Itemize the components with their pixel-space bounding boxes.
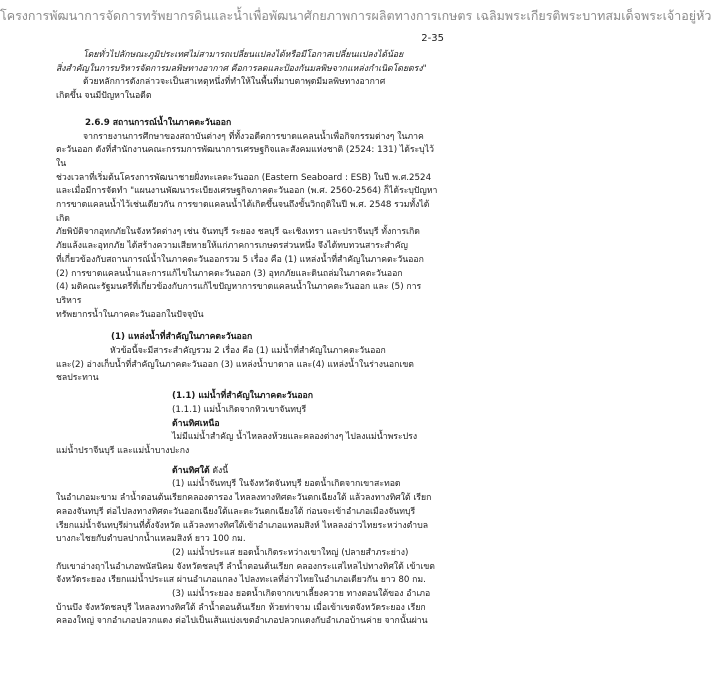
south-paragraph-1 [56, 478, 439, 547]
south-paragraph-3 [56, 588, 439, 629]
text-line: ไม่มีแม่น้ำสำคัญ น้ำไหลลงห้วยและคลองต่างๆ ไปลงแม่น้ำพระปรง [172, 432, 418, 443]
north-heading: ด้านทิศเหนือ [172, 418, 220, 429]
text-line: จังหวัดระยอง เรียกแม่น้ำประแส ผ่านอำเภอแกลง ไปลงทะเลที่อ่าวไทยในอำเภอเดียวกัน ยาว 80 กม. [56, 575, 426, 586]
intro-italic [56, 49, 439, 104]
text-line: (3) แม่น้ำระยอง ยอดน้ำเกิดจากเขาเลี้ยงควาย ทางตอนใต้ของ อำเภอ [172, 589, 431, 600]
text-line: จากรายงานการศึกษาของสถาบันต่างๆ ที่ทั้งวอดีตการขาดแคลนน้ำเพื่อกิจกรรมต่างๆ ในภาค [83, 131, 424, 142]
text-line: ทรัพยากรน้ำในภาคตะวันออกในปัจจุบัน [56, 309, 204, 320]
body-text [56, 49, 439, 629]
text-line: (2) การขาดแคลนน้ำและการแก้ไขในภาคตะวันออก (3) อุทกภัยและดินถล่มในภาคตะวันออก [56, 268, 403, 279]
text-line: หัวข้อนี้จะมีสาระสำคัญรวม 2 เรื่อง คือ (1) แม่น้ำที่สำคัญในภาคตะวันออก [110, 346, 386, 357]
section-heading: 2.6.9 สถานการณ์น้ำในภาคตะวันออก [85, 117, 232, 128]
subsection-paragraph [56, 345, 439, 386]
south-heading: ด้านทิศใต้ [172, 465, 210, 476]
text-line: บ้านบึง จังหวัดชลบุรี ไหลลงทางทิศใต้ ลำน้ำตอนต้นเรียก ห้วยท่าจาม เมื่อเข้าเขตจังหวัดระยอง เรียก [56, 602, 426, 613]
text-line: (4) มติคณะรัฐมนตรีที่เกี่ยวข้องกับการแก้ไขปัญหาการขาดแคลนน้ำในภาคตะวันออก และ (5) การบริหาร [56, 282, 422, 306]
text-line: ด้วยหลักการดังกล่าวจะเป็นสาเหตุหนึ่งที่ทำให้ในพื้นที่มาบตาพุดมีมลพิษทางอากาศ [83, 77, 386, 88]
text-line: (1) แม่น้ำจันทบุรี ในจังหวัดจันทบุรี ยอดน้ำเกิดจากเขาสะทอด [172, 479, 401, 490]
text-line: แม่น้ำปราจีนบุรี และแม่น้ำบางปะกง [56, 445, 190, 456]
text-line: การขาดแคลนน้ำไว้เช่นเดียวกัน การขาดแคลนน้ำได้เกิดขึ้นจนถึงขั้นวิกฤติในปี พ.ศ. 2548 รวมทั้งได้เกิด [56, 200, 430, 224]
running-header: โครงการพัฒนาการจัดการทรัพยากรดินและน้ำเพื่อพัฒนาศักยภาพการผลิตทางการเกษตร เฉลิมพระเกียรติพระบาทสมเด็จพระเจ้าอยู่หัว [0, 8, 711, 23]
text-line: คลองจันทบุรี ต่อไปลงทางทิศตะวันออกเฉียงใต้และตะวันตกเฉียงใต้ ก่อนจะเข้าอำเภอเมืองจันทบุรี [56, 506, 416, 517]
text-line: กับเขาอ่างฤาไนอำเภอพนัสนิคม จังหวัดชลบุรี ลำน้ำตอนต้นเรียก คลองกระแสไหลไปทางทิศใต้ เข้าเขต [56, 561, 435, 572]
text-line: (2) แม่น้ำประแส ยอดน้ำเกิดระหว่างเขาใหญ่ (ปลายสำภระย่าง) [172, 547, 409, 558]
subsubsection-heading: (1.1) แม่น้ำที่สำคัญในภาคตะวันออก [172, 391, 314, 402]
text-line: ในอำเภอมะขาม ลำน้ำตอนต้นเรียกคลองตารอง ไหลลงทางทิศตะวันตกเฉียงใต้ แล้วลงทางทิศใต้ เรียก [56, 493, 432, 504]
text-line: โดยทั่วไปลักษณะภูมิประเทศไม่สามารถเปลี่ยนแปลงได้หรือมีโอกาสเปลี่ยนแปลงได้น้อย [83, 50, 404, 60]
text-line: ช่วงเวลาที่เริ่มต้นโครงการพัฒนาชายฝั่งทะเลตะวันออก (Eastern Seaboard : ESB) ในปี พ.ศ.2524 [56, 172, 432, 183]
text-line: สิ่งสำคัญในการบริหารจัดการมลพิษทางอากาศ คือการลดและป้องกันมลพิษจากแหล่งกำเนิดโดยตรง" [56, 63, 427, 74]
subsection-heading: (1) แหล่งน้ำที่สำคัญในภาคตะวันออก [111, 332, 253, 343]
text-line: ภัยแล้งและอุทกภัย ได้สร้างความเสียหายให้แก่ภาคการเกษตรส่วนหนึ่ง จึงได้ทบทวนสาระสำคัญ [56, 241, 408, 252]
text-line: เรียกแม่น้ำจันทบุรีผ่านที่ตั้งจังหวัด แล้วลงทางทิศใต้เข้าอำเภอแหลมสิงห์ ไหลลงอ่าวไทยระหว่างตำบล [56, 520, 429, 531]
south-paragraph-2 [56, 547, 439, 588]
text-line: เกิดขึ้น จนมีปัญหาในอดีต [56, 91, 152, 102]
text-line: และ(2) อ่างเก็บน้ำที่สำคัญในภาคตะวันออก (3) แหล่งน้ำบาดาล และ(4) แหล่งน้ำในร่างนอกเขต [56, 359, 414, 370]
south-heading-line [56, 465, 439, 479]
topic-label: (1.1.1) แม่น้ำเกิดจากทิวเขาจันทบุรี [172, 404, 307, 415]
text-line: ตะวันออก ดังที่สำนักงานคณะกรรมการพัฒนาการเศรษฐกิจและสังคมแห่งชาติ (2524: 131) ได้ระบุไว้ใน [56, 145, 434, 169]
text-line: บางกะไชยกับตำบลปากน้ำแหลมสิงห์ ยาว 100 กม. [56, 534, 246, 545]
text-line: ชลประทาน [56, 373, 99, 384]
text-line: ที่เกี่ยวข้องกับสถานการณ์น้ำในภาคตะวันออกรวม 5 เรื่อง คือ (1) แหล่งน้ำที่สำคัญในภาคตะวันออก [56, 254, 424, 265]
section-paragraph [56, 131, 439, 323]
text-line: และเมื่อมีการจัดทำ "แผนงานพัฒนาระเบียงเศรษฐกิจภาคตะวันออก (พ.ศ. 2560-2564) ก็ได้ระบุปัญหา [56, 186, 438, 197]
text-line: คลองใหญ่ จากอำเภอปลวกแดง ต่อไปเป็นเส้นแบ่งเขตอำเภอปลวกแดงกับอำเภอบ้านค่าย จากนั้นผ่าน [56, 616, 428, 627]
page-number: 2-35 [421, 33, 444, 44]
north-paragraph [56, 431, 439, 458]
text-line: ภัยพิบัติจากอุทกภัยในจังหวัดต่างๆ เช่น จันทบุรี ระยอง ชลบุรี ฉะเชิงเทรา และปราจีนบุรี ทั้งการเกิด [56, 227, 420, 238]
south-heading-suffix: ดังนี้ [209, 465, 229, 476]
